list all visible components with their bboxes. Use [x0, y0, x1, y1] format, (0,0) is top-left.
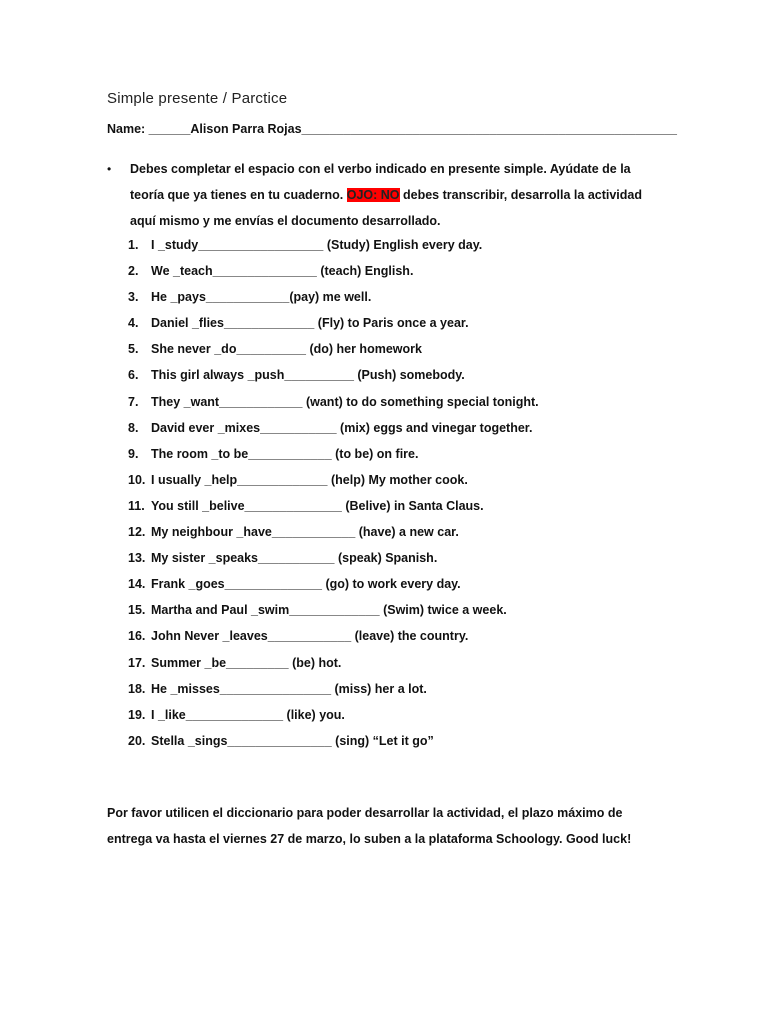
exercise-number: 16. [128, 629, 146, 644]
exercise-number: 7. [128, 394, 139, 409]
exercise-item [128, 284, 668, 310]
exercise-sentence: I _like______________ (like) you. [151, 707, 345, 722]
exercise-number: 8. [128, 420, 139, 435]
exercise-item [128, 336, 668, 362]
exercise-number: 9. [128, 446, 139, 461]
exercise-item [128, 623, 668, 649]
exercise-number: 20. [128, 733, 146, 748]
footer-note: Por favor utilicen el diccionario para poder desarrollar la actividad, el plazo máximo de entrega va hasta el viernes 27 de marzo, lo suben a la plataforma Schoology. Good luck! [107, 806, 632, 846]
instructions-text-before: Debes completar el espacio con el verbo indicado en presente simple. Ayúdate de la teoría que ya tienes en tu cuaderno. [130, 162, 631, 202]
warning-highlight: OJO: NO [346, 188, 400, 202]
exercise-sentence: My sister _speaks___________ (speak) Spanish. [151, 551, 438, 566]
exercise-item [128, 232, 668, 258]
exercise-sentence: This girl always _push__________ (Push) somebody. [151, 368, 465, 383]
bullet-icon: • [107, 162, 112, 176]
exercise-sentence: I _study__________________ (Study) English every day. [151, 238, 483, 252]
exercise-item [128, 467, 668, 493]
exercise-number: 5. [128, 342, 139, 357]
exercise-number: 11. [128, 498, 145, 513]
exercise-item [128, 650, 668, 676]
exercise-number: 1. [128, 238, 139, 252]
exercise-item [128, 415, 668, 441]
exercise-sentence: Frank _goes______________ (go) to work every day. [151, 577, 461, 592]
exercise-sentence: Martha and Paul _swim_____________ (Swim) twice a week. [151, 603, 507, 618]
exercise-sentence: They _want____________ (want) to do something special tonight. [151, 394, 539, 409]
exercise-item [128, 702, 668, 728]
exercise-sentence: The room _to be____________ (to be) on fire. [151, 446, 419, 461]
exercise-sentence: Summer _be_________ (be) hot. [151, 655, 342, 670]
exercise-sentence: Stella _sings_______________ (sing) “Let it go” [151, 733, 434, 748]
exercise-item [128, 728, 668, 754]
exercise-sentence: She never _do__________ (do) her homework [151, 342, 422, 357]
exercise-number: 19. [128, 707, 146, 722]
exercise-item [128, 362, 668, 388]
exercise-item [128, 258, 668, 284]
exercise-number: 14. [128, 577, 146, 592]
exercise-sentence: We _teach_______________ (teach) English. [151, 264, 414, 279]
exercise-item [128, 441, 668, 467]
exercise-number: 4. [128, 316, 139, 331]
exercise-sentence: John Never _leaves____________ (leave) the country. [151, 629, 469, 644]
exercise-list [128, 232, 668, 754]
exercise-sentence: He _pays____________(pay) me well. [151, 290, 372, 305]
exercise-item [128, 545, 668, 571]
exercise-sentence: My neighbour _have____________ (have) a new car. [151, 525, 459, 540]
exercise-item [128, 389, 668, 415]
exercise-number: 17. [128, 655, 146, 670]
exercise-item [128, 310, 668, 336]
exercise-item [128, 493, 668, 519]
exercise-item [128, 571, 668, 597]
exercise-item [128, 597, 668, 623]
instructions-text-after: debes transcribir, desarrolla la actividad aquí mismo y me envías el documento desarrollado. [130, 188, 642, 228]
exercise-sentence: David ever _mixes___________ (mix) eggs and vinegar together. [151, 420, 533, 435]
exercise-number: 12. [128, 525, 146, 540]
instructions-text [130, 156, 667, 234]
exercise-sentence: He _misses________________ (miss) her a lot. [151, 681, 427, 696]
exercise-number: 3. [128, 290, 139, 305]
exercise-number: 2. [128, 264, 139, 279]
exercise-sentence: You still _belive______________ (Belive) in Santa Claus. [151, 498, 484, 513]
exercise-sentence: I usually _help_____________ (help) My mother cook. [151, 472, 468, 487]
instructions-block [107, 156, 667, 234]
exercise-number: 18. [128, 681, 146, 696]
exercise-number: 13. [128, 551, 146, 566]
exercise-item [128, 519, 668, 545]
page-title: Simple presente / Parctice [107, 90, 288, 107]
exercise-item [128, 676, 668, 702]
exercise-number: 10. [128, 472, 146, 487]
exercise-number: 15. [128, 603, 146, 618]
exercise-number: 6. [128, 368, 139, 383]
student-name-line: Name: ______Alison Parra Rojas______________________________________________________ [107, 122, 677, 136]
exercise-sentence: Daniel _flies_____________ (Fly) to Paris once a year. [151, 316, 469, 331]
